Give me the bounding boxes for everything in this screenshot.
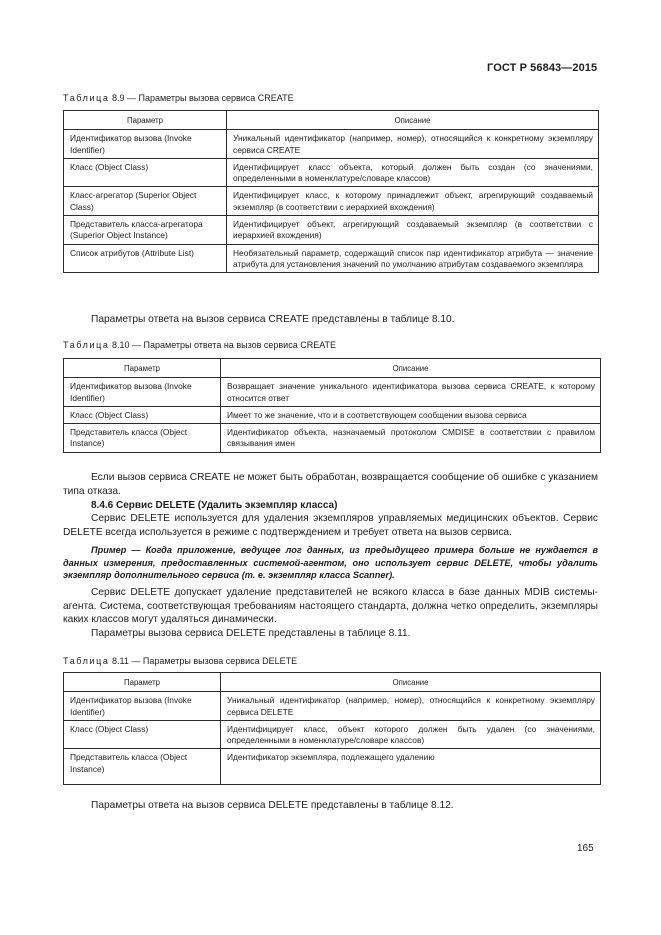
table-caption-text: 8.9 — Параметры вызова сервиса CREATE [109, 93, 294, 103]
document-id: ГОСТ Р 56843—2015 [487, 62, 598, 74]
paragraph: Параметры ответа на вызов сервиса CREATE представлены в таблице 8.10. [91, 314, 455, 325]
table-row [64, 158, 599, 187]
description-cell: Уникальный идентификатор (например, номер), относящийся к конкретному экземпляру сервиса DELETE [221, 692, 601, 721]
table-row [64, 216, 599, 245]
table-row [64, 130, 599, 159]
table-header-row [64, 111, 599, 130]
table-row [64, 749, 601, 785]
table-8-10 [63, 358, 601, 453]
table-caption-word: Таблица [63, 656, 110, 666]
description-cell: Имеет то же значение, что и в соответствующем сообщении вызова сервиса [221, 406, 601, 423]
table-caption-word: Таблица [63, 340, 110, 350]
param-cell: Идентификатор вызова (Invoke Identifier) [64, 130, 227, 159]
table-row [64, 720, 601, 749]
table-8-11 [63, 672, 601, 785]
table-row [64, 692, 601, 721]
param-cell: Класс (Object Class) [64, 158, 227, 187]
param-cell: Представитель класса-агрегатора (Superior Object Instance) [64, 216, 227, 245]
example-note: Пример — Когда приложение, ведущее лог данных, из предыдущего примера больше не нуждается в данных измерения, предоставленных системой-агентом, оно использует сервис DELETE, чтобы удалить экземпляр дополнительного сервиса (т. е. экземпляр класса Scanner). [63, 545, 598, 581]
table-row [64, 378, 601, 407]
description-cell: Идентифицирует класс, объект которого должен быть удален (со значениями, определенными в номенклатуре/словаре классов) [221, 720, 601, 749]
table-row [64, 406, 601, 423]
description-cell: Идентификатор объекта, назначаемый протоколом CMDISE в соответствии с правилом связывания имен [221, 424, 601, 453]
table-caption-8-9 [63, 93, 294, 104]
table-header-row [64, 359, 601, 378]
param-cell: Представитель класса (Object Instance) [64, 749, 221, 785]
paragraph: Параметры вызова сервиса DELETE представлены в таблице 8.11. [91, 628, 411, 639]
param-cell: Идентификатор вызова (Invoke Identifier) [64, 378, 221, 407]
section-heading: 8.4.6 Сервис DELETE (Удалить экземпляр класса) [91, 500, 338, 511]
description-cell: Идентифицирует объект, агрегирующий создаваемый экземпляр (в соответствии с иерархией вхождения) [227, 216, 599, 245]
paragraph: Сервис DELETE допускает удаление представителей не всякого класса в базе данных MDIB системы-агента. Система, соответствующая требованиям настоящего стандарта, должна четко определить, экземпляры каких классов могут удаляться динамически. [63, 587, 598, 626]
table-row [64, 244, 599, 273]
param-cell: Идентификатор вызова (Invoke Identifier) [64, 692, 221, 721]
param-cell: Класс (Object Class) [64, 406, 221, 423]
description-cell: Идентифицирует класс объекта, который должен быть создан (со значениями, определенными в номенклатуре/словаре классов) [227, 158, 599, 187]
column-header-description: Описание [227, 111, 599, 130]
page-number: 165 [577, 843, 594, 854]
column-header-parameter: Параметр [64, 359, 221, 378]
table-caption-text: 8.10 — Параметры ответа на вызов сервиса CREATE [109, 340, 337, 350]
description-cell: Уникальный идентификатор (например, номер), относящийся к конкретному экземпляру сервиса CREATE [227, 130, 599, 159]
paragraph: Сервис DELETE используется для удаления экземпляров управляемых медицинских объектов. Сервис DELETE всегда используется в режиме с подтверждением и требует ответа на вызов сервиса. [63, 513, 598, 538]
column-header-description: Описание [221, 359, 601, 378]
table-caption-text: 8.11 — Параметры вызова сервиса DELETE [109, 656, 298, 666]
table-caption-8-10 [63, 340, 336, 351]
paragraph: Параметры ответа на вызов сервиса DELETE представлены в таблице 8.12. [91, 800, 454, 811]
table-header-row [64, 673, 601, 692]
paragraph: Если вызов сервиса CREATE не может быть обработан, возвращается сообщение об ошибке с указанием типа отказа. [63, 472, 598, 497]
table-caption-8-11 [63, 656, 297, 667]
table-caption-word: Таблица [63, 93, 110, 103]
description-cell: Идентифицирует класс, к которому принадлежит объект, агрегирующий создаваемый экземпляр (в соответствии с иерархией вхождения) [227, 187, 599, 216]
param-cell: Список атрибутов (Attribute List) [64, 244, 227, 273]
column-header-parameter: Параметр [64, 111, 227, 130]
description-cell: Необязательный параметр, содержащий список пар идентификатор атрибута — значение атрибута для установления значений по умолчанию атрибутам создаваемого экземпляра [227, 244, 599, 273]
param-cell: Класс-агрегатор (Superior Object Class) [64, 187, 227, 216]
description-cell: Возвращает значение уникального идентификатора вызова сервиса CREATE, к которому относится ответ [221, 378, 601, 407]
param-cell: Класс (Object Class) [64, 720, 221, 749]
table-row [64, 187, 599, 216]
table-row [64, 424, 601, 453]
column-header-description: Описание [221, 673, 601, 692]
column-header-parameter: Параметр [64, 673, 221, 692]
param-cell: Представитель класса (Object Instance) [64, 424, 221, 453]
description-cell: Идентификатор экземпляра, подлежащего удалению [221, 749, 601, 785]
table-8-9 [63, 110, 599, 273]
